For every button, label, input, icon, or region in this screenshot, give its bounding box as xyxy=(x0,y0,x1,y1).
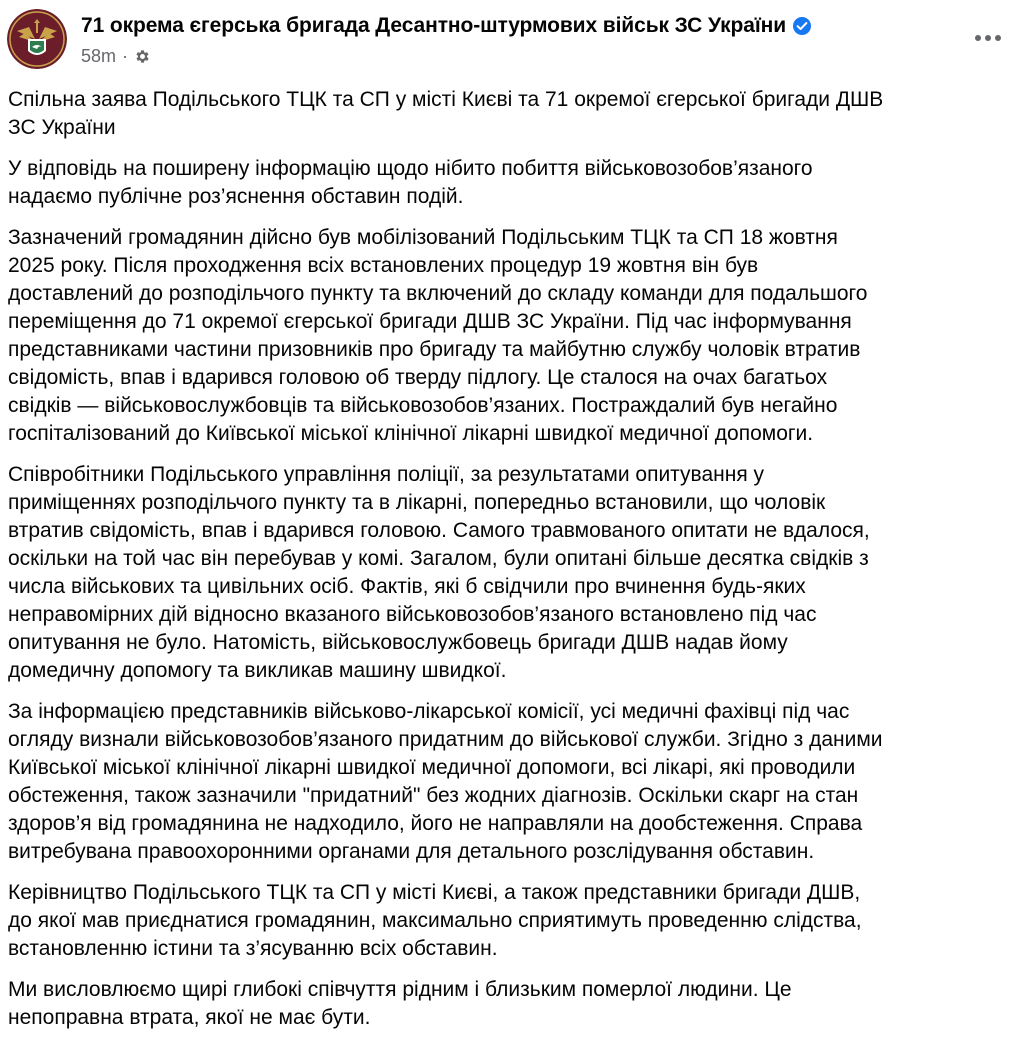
post-paragraph: За інформацією представників військово-лікарської комісії, усі медичні фахівці під час огляду визнали військовозобов’язаного придатним до військової служби. Згідно з даними Київської міської клінічної лікарні швидкої медичної допомоги, всі лікарі, які проводили обстеження, також зазначили "придатний" без жодних діагнозів. Оскільки скарг на стан здоров’я від громадянина не надходило, його не направляли на дообстеження. Справа витребувана правоохоронними органами для детального розслідування обставин. xyxy=(8,700,883,863)
post-paragraph: Ми висловлюємо щирі глибокі співчуття рідним і близьким померлої людини. Це непоправна втрата, якої не має бути. xyxy=(8,978,792,1029)
more-options-icon[interactable] xyxy=(968,22,1008,54)
post-paragraph: У відповідь на поширену інформацію щодо нібито побиття військовозобов’язаного надаємо публічне роз’яснення обставин подій. xyxy=(8,157,813,208)
page-name-link[interactable]: 71 окрема єгерська бригада Десантно-штурмових військ ЗС України xyxy=(81,14,787,37)
post-header xyxy=(0,0,1024,80)
more-dot xyxy=(995,35,1001,41)
page-avatar[interactable] xyxy=(7,9,67,69)
more-dot xyxy=(975,35,981,41)
brigade-emblem-icon xyxy=(7,9,67,69)
post-paragraph: Керівництво Подільського ТЦК та СП у місті Києві, а також представники бригади ДШВ, до якої мав приєднатися громадянин, максимально сприятимуть проведенню слідства, встановленню істини та з’ясуванню всіх обставин. xyxy=(8,881,862,960)
post-timestamp[interactable]: 58m xyxy=(81,45,117,66)
meta-separator: · xyxy=(122,45,129,66)
post-paragraph: Співробітники Подільського управління поліції, за результатами опитування у приміщеннях розподільчого пункту та в лікарні, попередньо встановили, що чоловік втратив свідомість, впав і вдарився головою. Самого травмованого опитати не вдалося, оскільки на той час він перебував у комі. Загалом, були опитані більше десятка свідків з числа військових та цивільних осіб. Фактів, які б свідчили про вчинення будь-яких неправомірних дій відносно вказаного військовозобов’язаного встановлено під час опитування не було. Натомість, військовослужбовець бригади ДШВ надав йому домедичну допомогу та викликав машину швидкої. xyxy=(8,463,870,682)
verified-badge-icon xyxy=(792,16,812,36)
post-paragraph: Зазначений громадянин дійсно був мобілізований Подільським ТЦК та СП 18 жовтня 2025 року. Після проходження всіх встановлених процедур 19 жовтня він був доставлений до розподільчого пункту та включений до складу команди для подальшого переміщення до 71 окремої єгерської бригади ДШВ ЗС України. Під час інформування представниками частини призовників про бригаду та майбутню службу чоловік втратив свідомість, впав і вдарився головою об тверду підлогу. Це сталося на очах багатьох свідків — військовослужбовців та військовозобов’язаних. Постраждалий був негайно госпіталізований до Київської міської клінічної лікарні швидкої медичної допомоги. xyxy=(8,226,868,445)
post-paragraph-heading: Спільна заява Подільського ТЦК та СП у місті Києві та 71 окремої єгерської бригади ДШВ ЗС України xyxy=(8,88,884,139)
post-body xyxy=(8,86,1014,1045)
more-dot xyxy=(985,35,991,41)
gear-icon[interactable] xyxy=(134,48,151,65)
post-meta xyxy=(81,44,151,68)
author-row xyxy=(81,12,812,40)
